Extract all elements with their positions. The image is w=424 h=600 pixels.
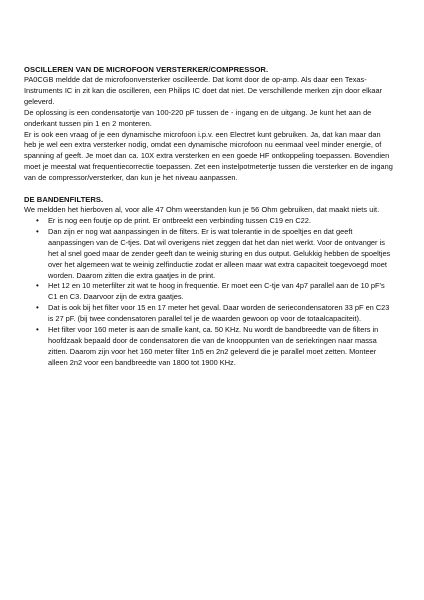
bullet-icon: • [36, 226, 39, 236]
paragraph: De oplossing is een condensatortje van 100-220 pF tussen de - ingang en de uitgang. Je kunt het aan de onderkant tussen pin 1 en 2 monteren. [24, 107, 372, 128]
list-item [36, 281, 394, 303]
list-item [36, 303, 394, 325]
paragraph-intro: We meldden het hierboven al, voor alle 47 Ohm weerstanden kun je 56 Ohm gebruiken, dat maakt niets uit. [24, 205, 380, 215]
bullet-icon: • [36, 281, 39, 291]
list-item-text: Dan zijn er nog wat aanpassingen in de filters. Er is wat tolerantie in de spoeltjes en dat geeft aanpassingen van de C-tjes. Dat wil overigens niet zeggen dat het dan niet werkt. Voor de ontvanger is het al snel goed maar de zender geeft dan te weinig sturing en dus output. Gelukkig hebben de spoeltjes over het algemeen wat te weinig zelfinductie zodat er alleen maar wat extra capaciteit toegevoegd moet worden. Daarom zitten die extra gaatjes in de print. [48, 226, 391, 280]
list-item [36, 216, 394, 227]
list-item-text: Het filter voor 160 meter is aan de smalle kant, ca. 50 KHz. Nu wordt de bandbreedte van de filters in hoofdzaak bepaald door de condensatoren die van de knooppunten van de seriekringen naar massa zitten. Daarom zijn voor het 160 meter filter 1n5 en 2n2 geleverd die je parallel moet zetten. Monteer alleen 2n2 voor een bandbreedte van 1800 tot 1900 KHz. [48, 325, 379, 367]
bullet-icon: • [36, 325, 39, 335]
paragraph: PA0CGB meldde dat de microfoonversterker oscilleerde. Dat komt door de op-amp. Als daar een Texas-Instruments IC in zit kan die oscilleren, een Philips IC doet dat niet. De verschillende merken zijn door elkaar geleverd. [24, 75, 383, 106]
list-item-text: Het 12 en 10 meterfilter zit wat te hoog in frequentie. Er moet een C-tje van 4p7 parallel aan de 10 pF's C1 en C3. Daarvoor zijn de extra gaatjes. [48, 281, 385, 302]
bullet-icon: • [36, 215, 39, 225]
bullet-icon: • [36, 303, 39, 313]
section-heading-oscilleren: OSCILLEREN VAN DE MICROFOON VERSTERKER/COMPRESSOR. [24, 65, 269, 74]
bullet-list [24, 216, 394, 369]
list-item-text: Er is nog een foutje op de print. Er ontbreekt een verbinding tussen C19 en C22. [48, 215, 311, 225]
section-heading-bandenfilters: DE BANDENFILTERS. [24, 195, 104, 205]
paragraph: Er is ook een vraag of je een dynamische microfoon i.p.v. een Electret kunt gebruiken. Ja, dat kan maar dan heb je wel een extra versterker nodig, omdat een dynamische microfoon nu eenmaal veel minder energie, of spanning af geeft. Je moet dan ca. 10X extra versterken en een goede HF ontkoppeling toepassen. Bovendien moet je meestal wat frequentiecorrectie toepassen. Zet een instelpotmetertje tussen die versterker en de ingang van de compressor/versterker, dan kun je het niveau aanpassen. [24, 129, 393, 183]
list-item [36, 325, 394, 369]
list-item [36, 227, 394, 282]
list-item-text: Dat is ook bij het filter voor 15 en 17 meter het geval. Daar worden de seriecondensatoren 33 pF en C23 is 27 pF. (bij twee condensatoren parallel tel je de waarden gewoon op voor de totaalcapaciteit). [48, 303, 390, 324]
